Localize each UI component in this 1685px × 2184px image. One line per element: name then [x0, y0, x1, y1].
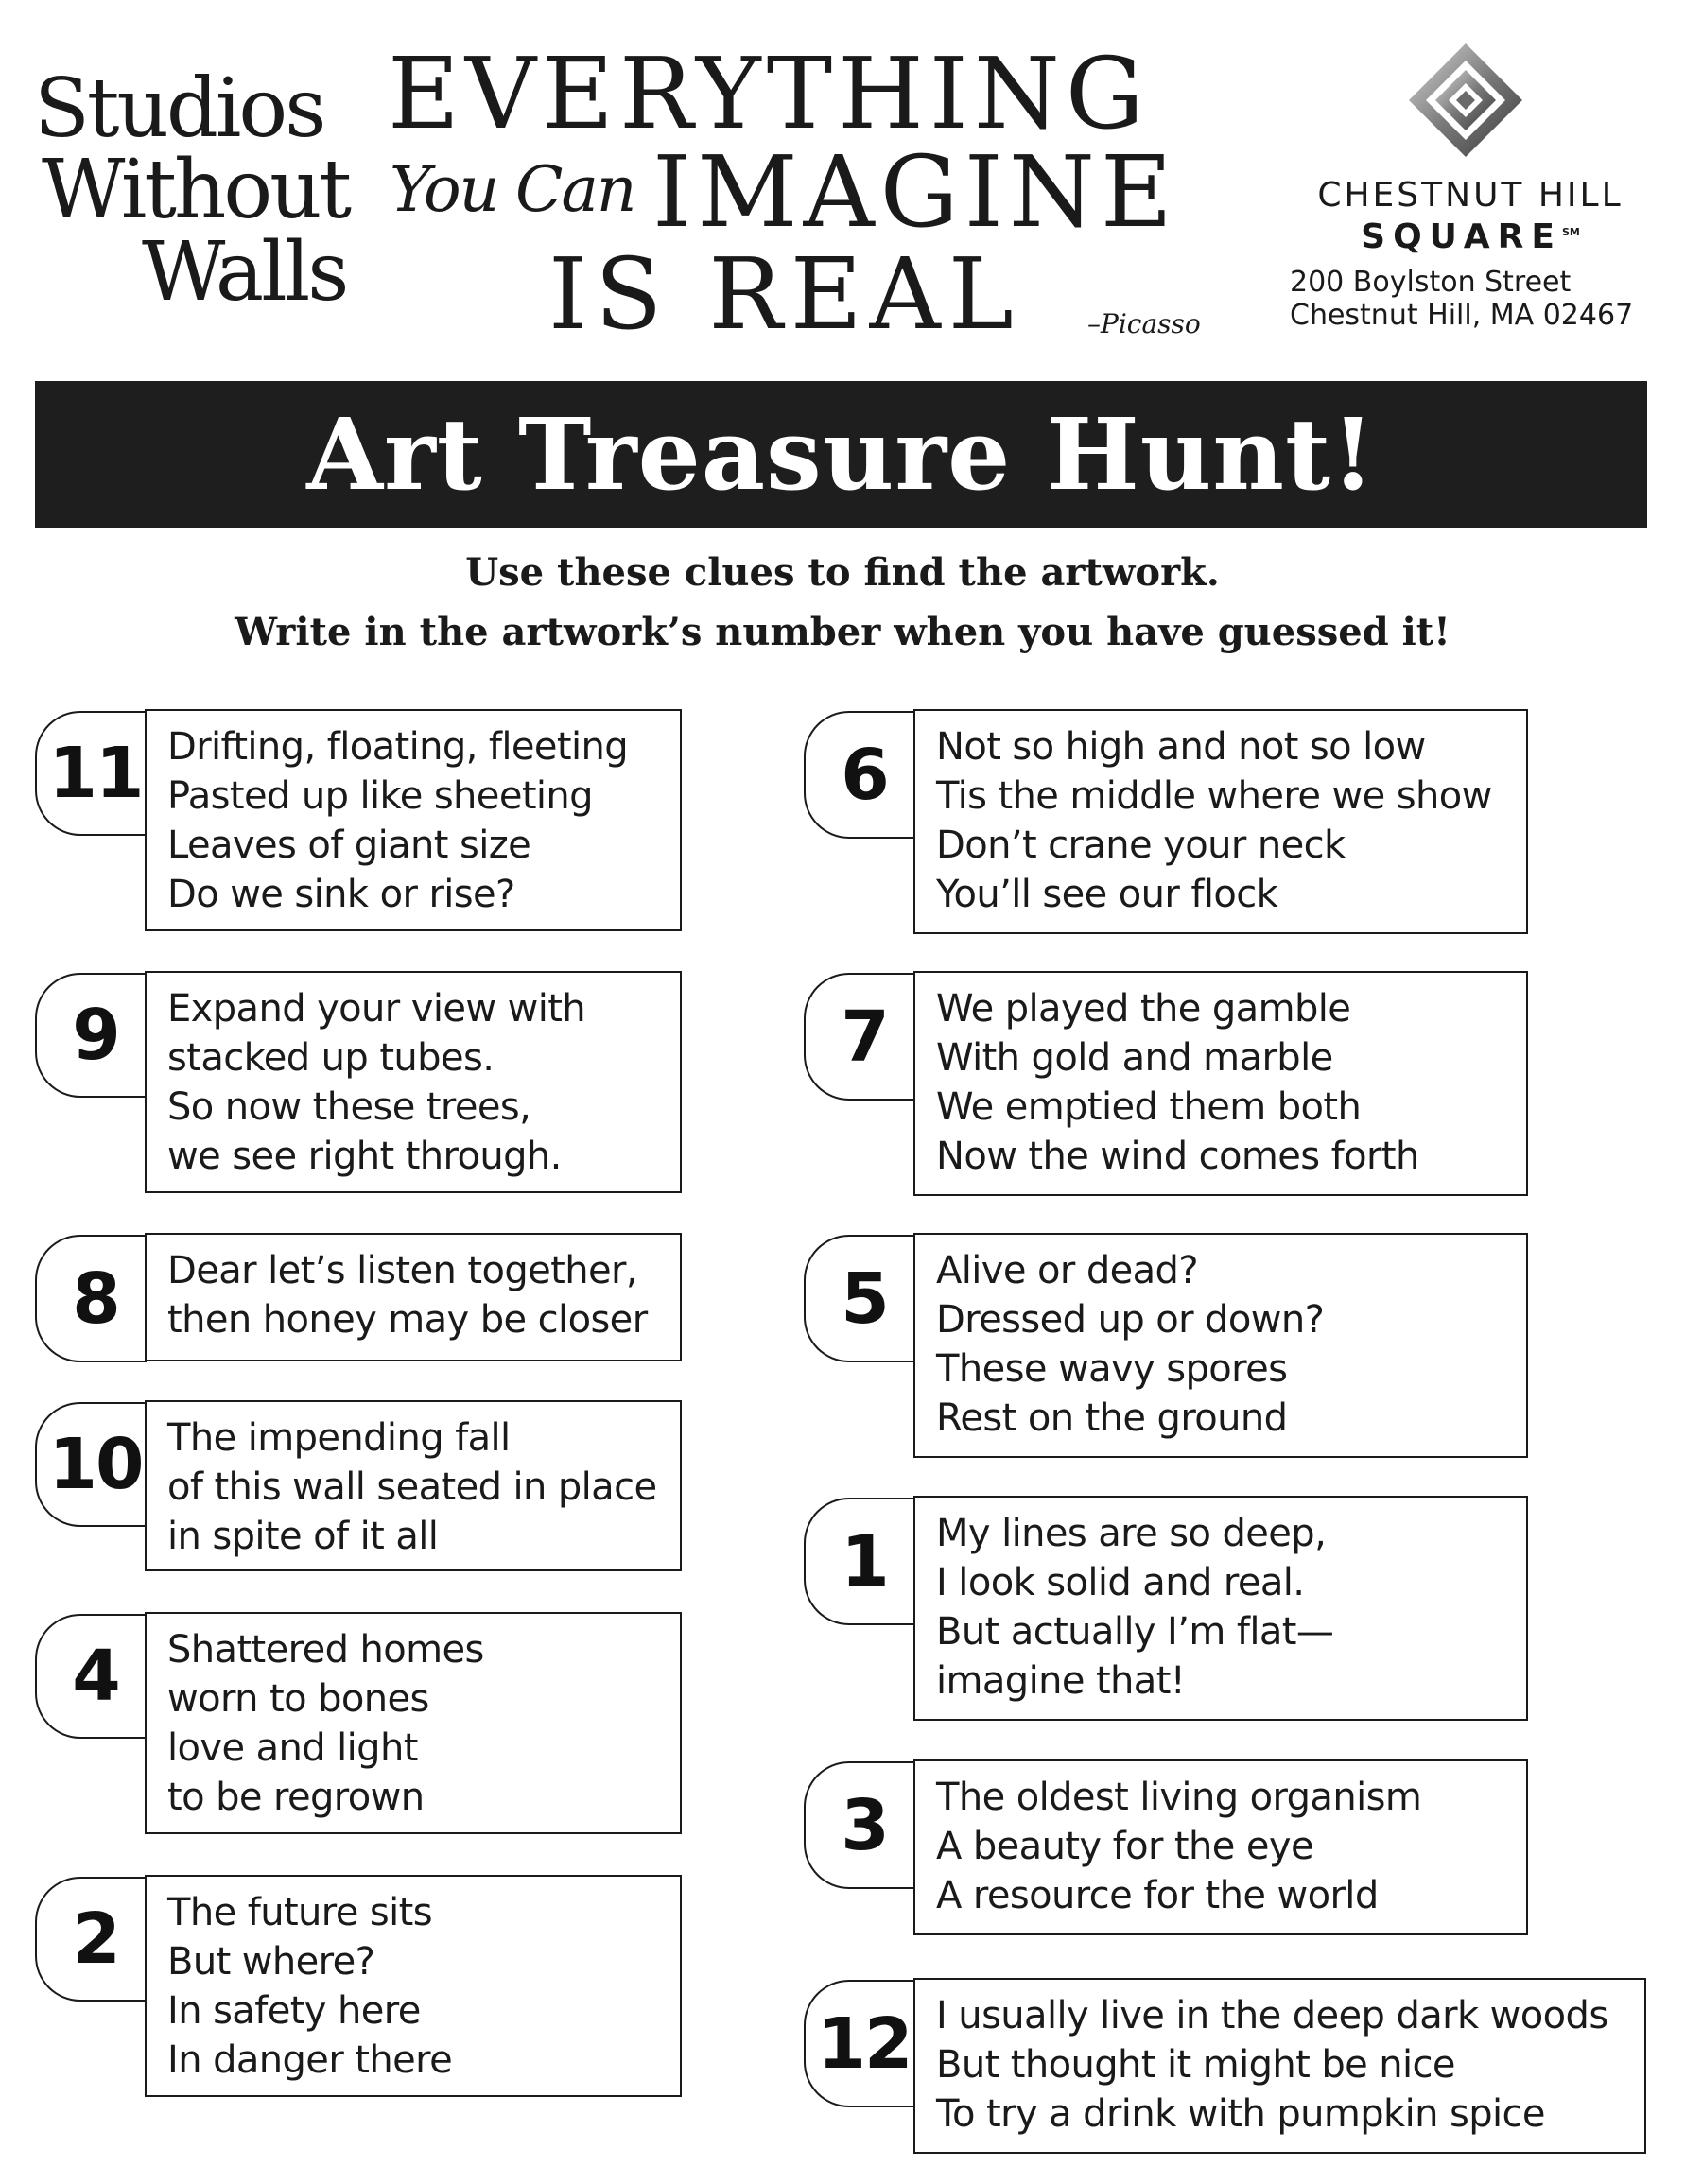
clue-number: 11: [48, 733, 143, 814]
title-banner: [35, 381, 1647, 528]
clue-line: The impending fall: [167, 1416, 511, 1460]
clue-line: So now these trees,: [167, 1085, 531, 1129]
clue-line: With gold and marble: [936, 1036, 1333, 1080]
clue-number: 5: [841, 1257, 888, 1340]
clue-text-box: [145, 709, 682, 931]
clue-line: I usually live in the deep dark woods: [936, 1994, 1608, 2037]
clue-line: The future sits: [167, 1891, 432, 1934]
clue-line: Dressed up or down?: [936, 1298, 1325, 1342]
clue-number: 2: [72, 1898, 119, 1980]
clue-number-tab: [35, 1402, 147, 1527]
clue-number-tab: [35, 711, 147, 836]
clue-line: Dear let’s listen together,: [167, 1249, 637, 1292]
clue-number-tab: [35, 1614, 147, 1739]
clue-number-tab: [804, 1761, 915, 1889]
studio-name-line-2: Without: [42, 143, 350, 237]
clue-text-box: [145, 1875, 682, 2097]
clue-text-box: [145, 1400, 682, 1571]
clue-line: But thought it might be nice: [936, 2043, 1455, 2087]
clue-text-box: [913, 1233, 1528, 1458]
clue-line: Tis the middle where we show: [936, 774, 1492, 818]
quote-attribution: –Picasso: [1087, 308, 1201, 339]
clue-text-box: [913, 971, 1528, 1196]
diamond-logo-icon: [1407, 42, 1524, 159]
clue-number-tab: [804, 1980, 915, 2107]
clue-line: I look solid and real.: [936, 1561, 1305, 1604]
venue-address-line-2: Chestnut Hill, MA 02467: [1290, 299, 1634, 332]
clue-number-tab: [804, 711, 915, 839]
clue-line: In safety here: [167, 1989, 421, 2033]
clue-line: But where?: [167, 1940, 375, 1984]
clue-line: But actually I’m flat—: [936, 1610, 1334, 1654]
clue-number-tab: [35, 1877, 147, 2002]
clue-line: Leaves of giant size: [167, 823, 531, 867]
instruction-line-1: Use these clues to find the artwork.: [465, 550, 1220, 595]
venue-name-square: SQUARE: [1361, 217, 1562, 256]
clue-line: In danger there: [167, 2038, 453, 2082]
venue-name-line-1: CHESTNUT HILL: [1317, 176, 1624, 215]
studio-name-line-3: Walls: [142, 225, 347, 320]
clue-line: A resource for the world: [936, 1874, 1379, 1917]
clue-line: Do we sink or rise?: [167, 873, 515, 916]
clue-line: You’ll see our flock: [936, 873, 1278, 916]
clue-number: 9: [72, 995, 119, 1076]
clue-line: We emptied them both: [936, 1085, 1362, 1129]
clue-text-box: [913, 1978, 1646, 2154]
clue-line: love and light: [167, 1726, 418, 1770]
clue-text-box: [913, 709, 1528, 934]
clue-line: To try a drink with pumpkin spice: [936, 2092, 1545, 2136]
clue-number-tab: [804, 1235, 915, 1362]
trademark-mark: SM: [1561, 226, 1580, 238]
clue-line: Alive or dead?: [936, 1249, 1198, 1292]
instruction-line-2: Write in the artwork’s number when you have guessed it!: [235, 610, 1450, 654]
clue-line: Not so high and not so low: [936, 725, 1426, 769]
clue-line: Drifting, floating, fleeting: [167, 725, 629, 769]
clue-line: we see right through.: [167, 1135, 562, 1178]
clue-number-tab: [804, 973, 915, 1101]
clue-text-box: [913, 1496, 1528, 1721]
clue-line: Shattered homes: [167, 1628, 484, 1672]
clue-text-box: [145, 1233, 682, 1361]
clue-number: 6: [841, 734, 888, 816]
studio-name-line-1: Studios: [34, 61, 324, 156]
clue-number: 1: [841, 1520, 888, 1603]
clue-line: We played the gamble: [936, 987, 1351, 1031]
clue-line: A beauty for the eye: [936, 1825, 1313, 1868]
clue-number-tab: [35, 973, 147, 1098]
clue-number-tab: [35, 1235, 147, 1362]
clue-number: 3: [841, 1784, 888, 1866]
clue-line: worn to bones: [167, 1677, 429, 1721]
clue-text-box: [145, 1612, 682, 1834]
clue-line: in spite of it all: [167, 1515, 439, 1558]
clue-line: to be regrown: [167, 1776, 425, 1819]
clue-text-box: [145, 971, 682, 1193]
clue-number: 12: [817, 2002, 912, 2085]
clue-text-box: [913, 1759, 1528, 1935]
clue-line: imagine that!: [936, 1659, 1186, 1703]
clue-line: Don’t crane your neck: [936, 823, 1346, 867]
clue-line: Rest on the ground: [936, 1396, 1288, 1440]
clue-line: of this wall seated in place: [167, 1465, 657, 1509]
clue-line: Pasted up like sheeting: [167, 774, 593, 818]
page-title: Art Treasure Hunt!: [306, 396, 1376, 512]
clue-line: The oldest living organism: [936, 1776, 1422, 1819]
venue-address-line-1: 200 Boylston Street: [1290, 266, 1572, 299]
clue-number: 4: [72, 1636, 119, 1717]
clue-number: 8: [72, 1257, 119, 1340]
clue-line: These wavy spores: [936, 1347, 1288, 1391]
venue-name-line-2: [1286, 217, 1655, 256]
quote-line-3: IS REAL: [548, 236, 1021, 352]
clue-number: 7: [841, 996, 888, 1078]
clue-number-tab: [804, 1498, 915, 1625]
clue-line: Expand your view with: [167, 987, 586, 1031]
clue-line: Now the wind comes forth: [936, 1135, 1419, 1178]
clue-number: 10: [48, 1424, 143, 1505]
quote-line-1: EVERYTHING: [388, 36, 1150, 151]
clue-line: stacked up tubes.: [167, 1036, 495, 1080]
quote-script: You Can: [390, 153, 635, 226]
clue-line: My lines are so deep,: [936, 1512, 1327, 1555]
clue-line: then honey may be closer: [167, 1298, 648, 1342]
quote-line-2: IMAGINE: [652, 134, 1178, 250]
